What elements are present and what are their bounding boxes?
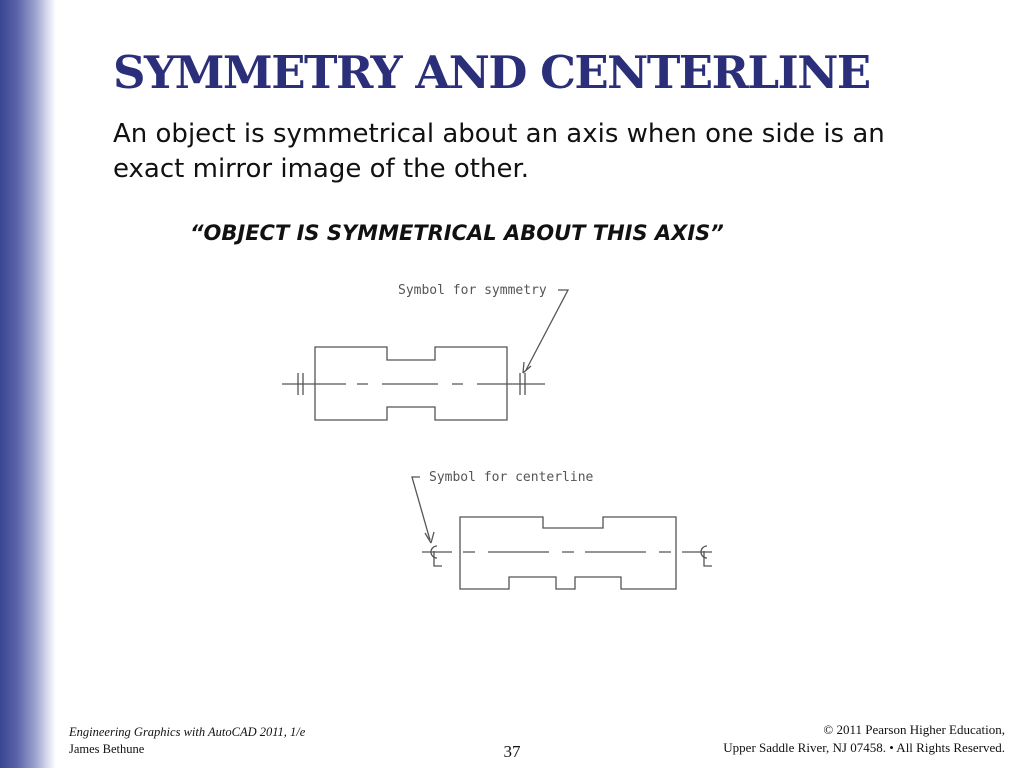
centerline-symbol-label: Symbol for centerline [429,470,594,485]
slide-body-text: An object is symmetrical about an axis when one side is an exact mirror image of the other. [113,119,885,184]
footer-author: James Bethune [69,742,145,756]
centerline-symbol-left [431,546,442,566]
page-number: 37 [503,742,521,761]
footer-book-info [69,724,305,758]
centerline-symbol-right [701,546,712,566]
footer-book-title: Engineering Graphics with AutoCAD 2011, 1/e [69,725,306,739]
centerline-leader-line [412,477,430,540]
centerline-figure [412,477,712,589]
axis-quote: “OBJECT IS SYMMETRICAL ABOUT THIS AXIS” [190,221,724,245]
copyright-line-1: © 2011 Pearson Higher Education, [823,722,1005,737]
symmetry-symbol-label: Symbol for symmetry [398,283,547,298]
centerline-part-outline [460,517,676,589]
symmetry-figure [282,290,568,420]
slide-title: SYMMETRY AND CENTERLINE [113,46,870,99]
footer-copyright [723,721,1005,757]
symmetry-leader-line [526,290,568,370]
copyright-line-2: Upper Saddle River, NJ 07458. • All Rights Reserved. [723,740,1005,755]
